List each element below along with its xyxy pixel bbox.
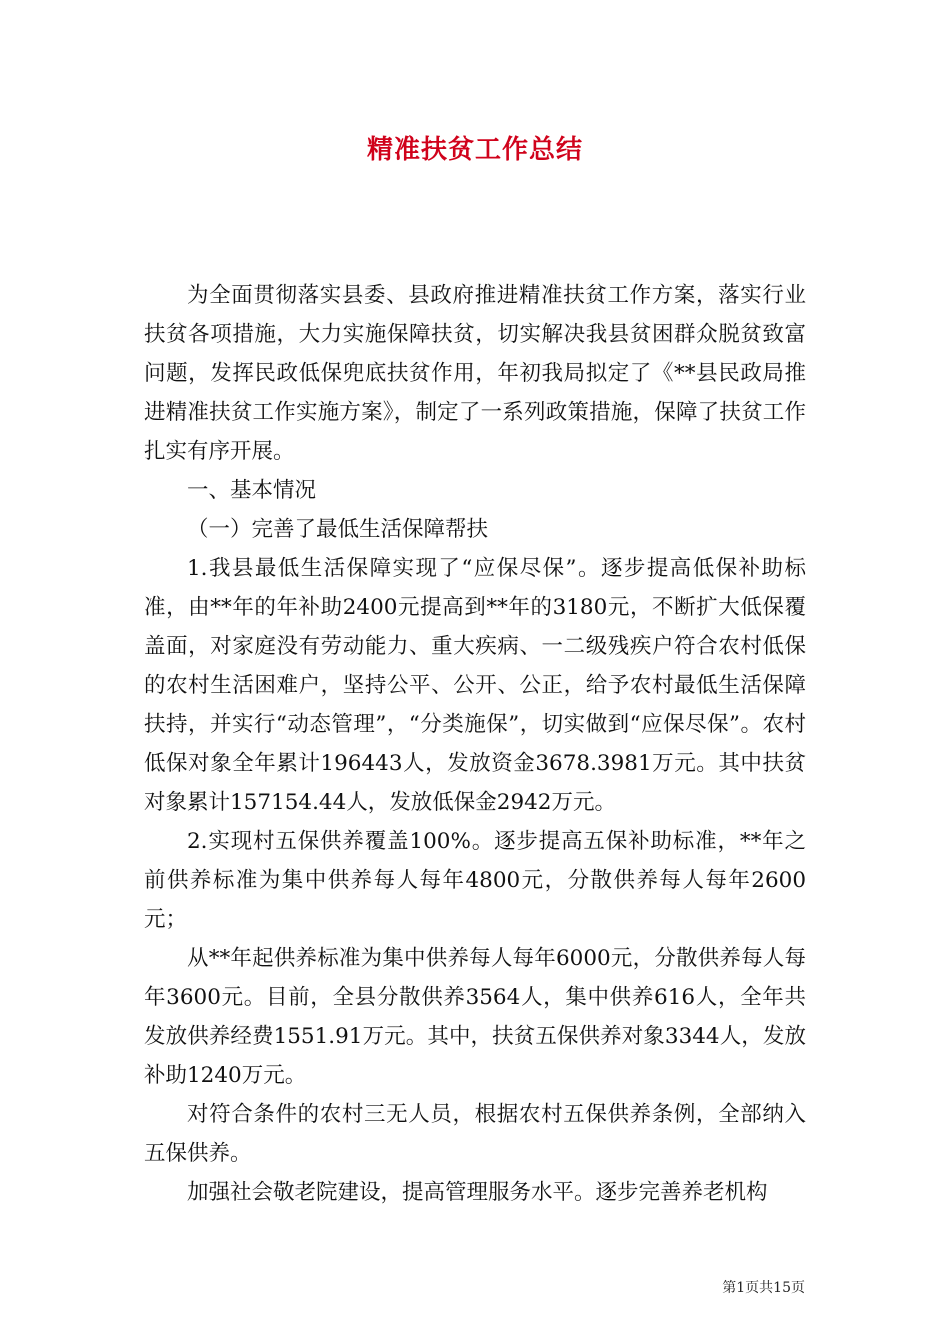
paragraph-item-2: 2.实现村五保供养覆盖100%。逐步提高五保补助标准，**年之前供养标准为集中供养每人每年4800元，分散供养每人每年2600元；	[144, 829, 806, 932]
paragraph-nursing-home: 加强社会敬老院建设，提高管理服务水平。逐步完善养老机构	[187, 1180, 768, 1205]
section-heading: 一、基本情况	[187, 478, 317, 503]
paragraph-supply-standard: 从**年起供养标准为集中供养每人每年6000元，分散供养每人每年3600元。目前，全县分散供养3564人，集中供养616人，全年共发放供养经费1551.91万元。其中，扶贫五保供养对象3344人，发放补助1240万元。	[144, 946, 806, 1088]
subsection-heading: （一）完善了最低生活保障帮扶	[187, 517, 489, 542]
document-title: 精准扶贫工作总结	[366, 135, 583, 165]
paragraph-item-1: 1.我县最低生活保障实现了“应保尽保”。逐步提高低保补助标准，由**年的年补助2400元提高到**年的3180元，不断扩大低保覆盖面，对家庭没有劳动能力、重大疾病、一二级残疾户符合农村低保的农村生活困难户，坚持公平、公开、公正，给予农村最低生活保障扶持，并实行“动态管理”，“分类施保”，切实做到“应保尽保”。农村低保对象全年累计196443人，发放资金3678.3981万元。其中扶贫对象累计157154.44人，发放低保金2942万元。	[144, 556, 806, 815]
paragraph-intro: 为全面贯彻落实县委、县政府推进精准扶贫工作方案，落实行业扶贫各项措施，大力实施保障扶贫，切实解决我县贫困群众脱贫致富问题，发挥民政低保兜底扶贫作用，年初我局拟定了《**县民政局推进精准扶贫工作实施方案》，制定了一系列政策措施，保障了扶贫工作扎实有序开展。	[144, 283, 806, 464]
paragraph-three-no: 对符合条件的农村三无人员，根据农村五保供养条例，全部纳入五保供养。	[144, 1102, 806, 1166]
document-body	[144, 276, 806, 1212]
page-number: 第1页共15页	[722, 1280, 805, 1296]
